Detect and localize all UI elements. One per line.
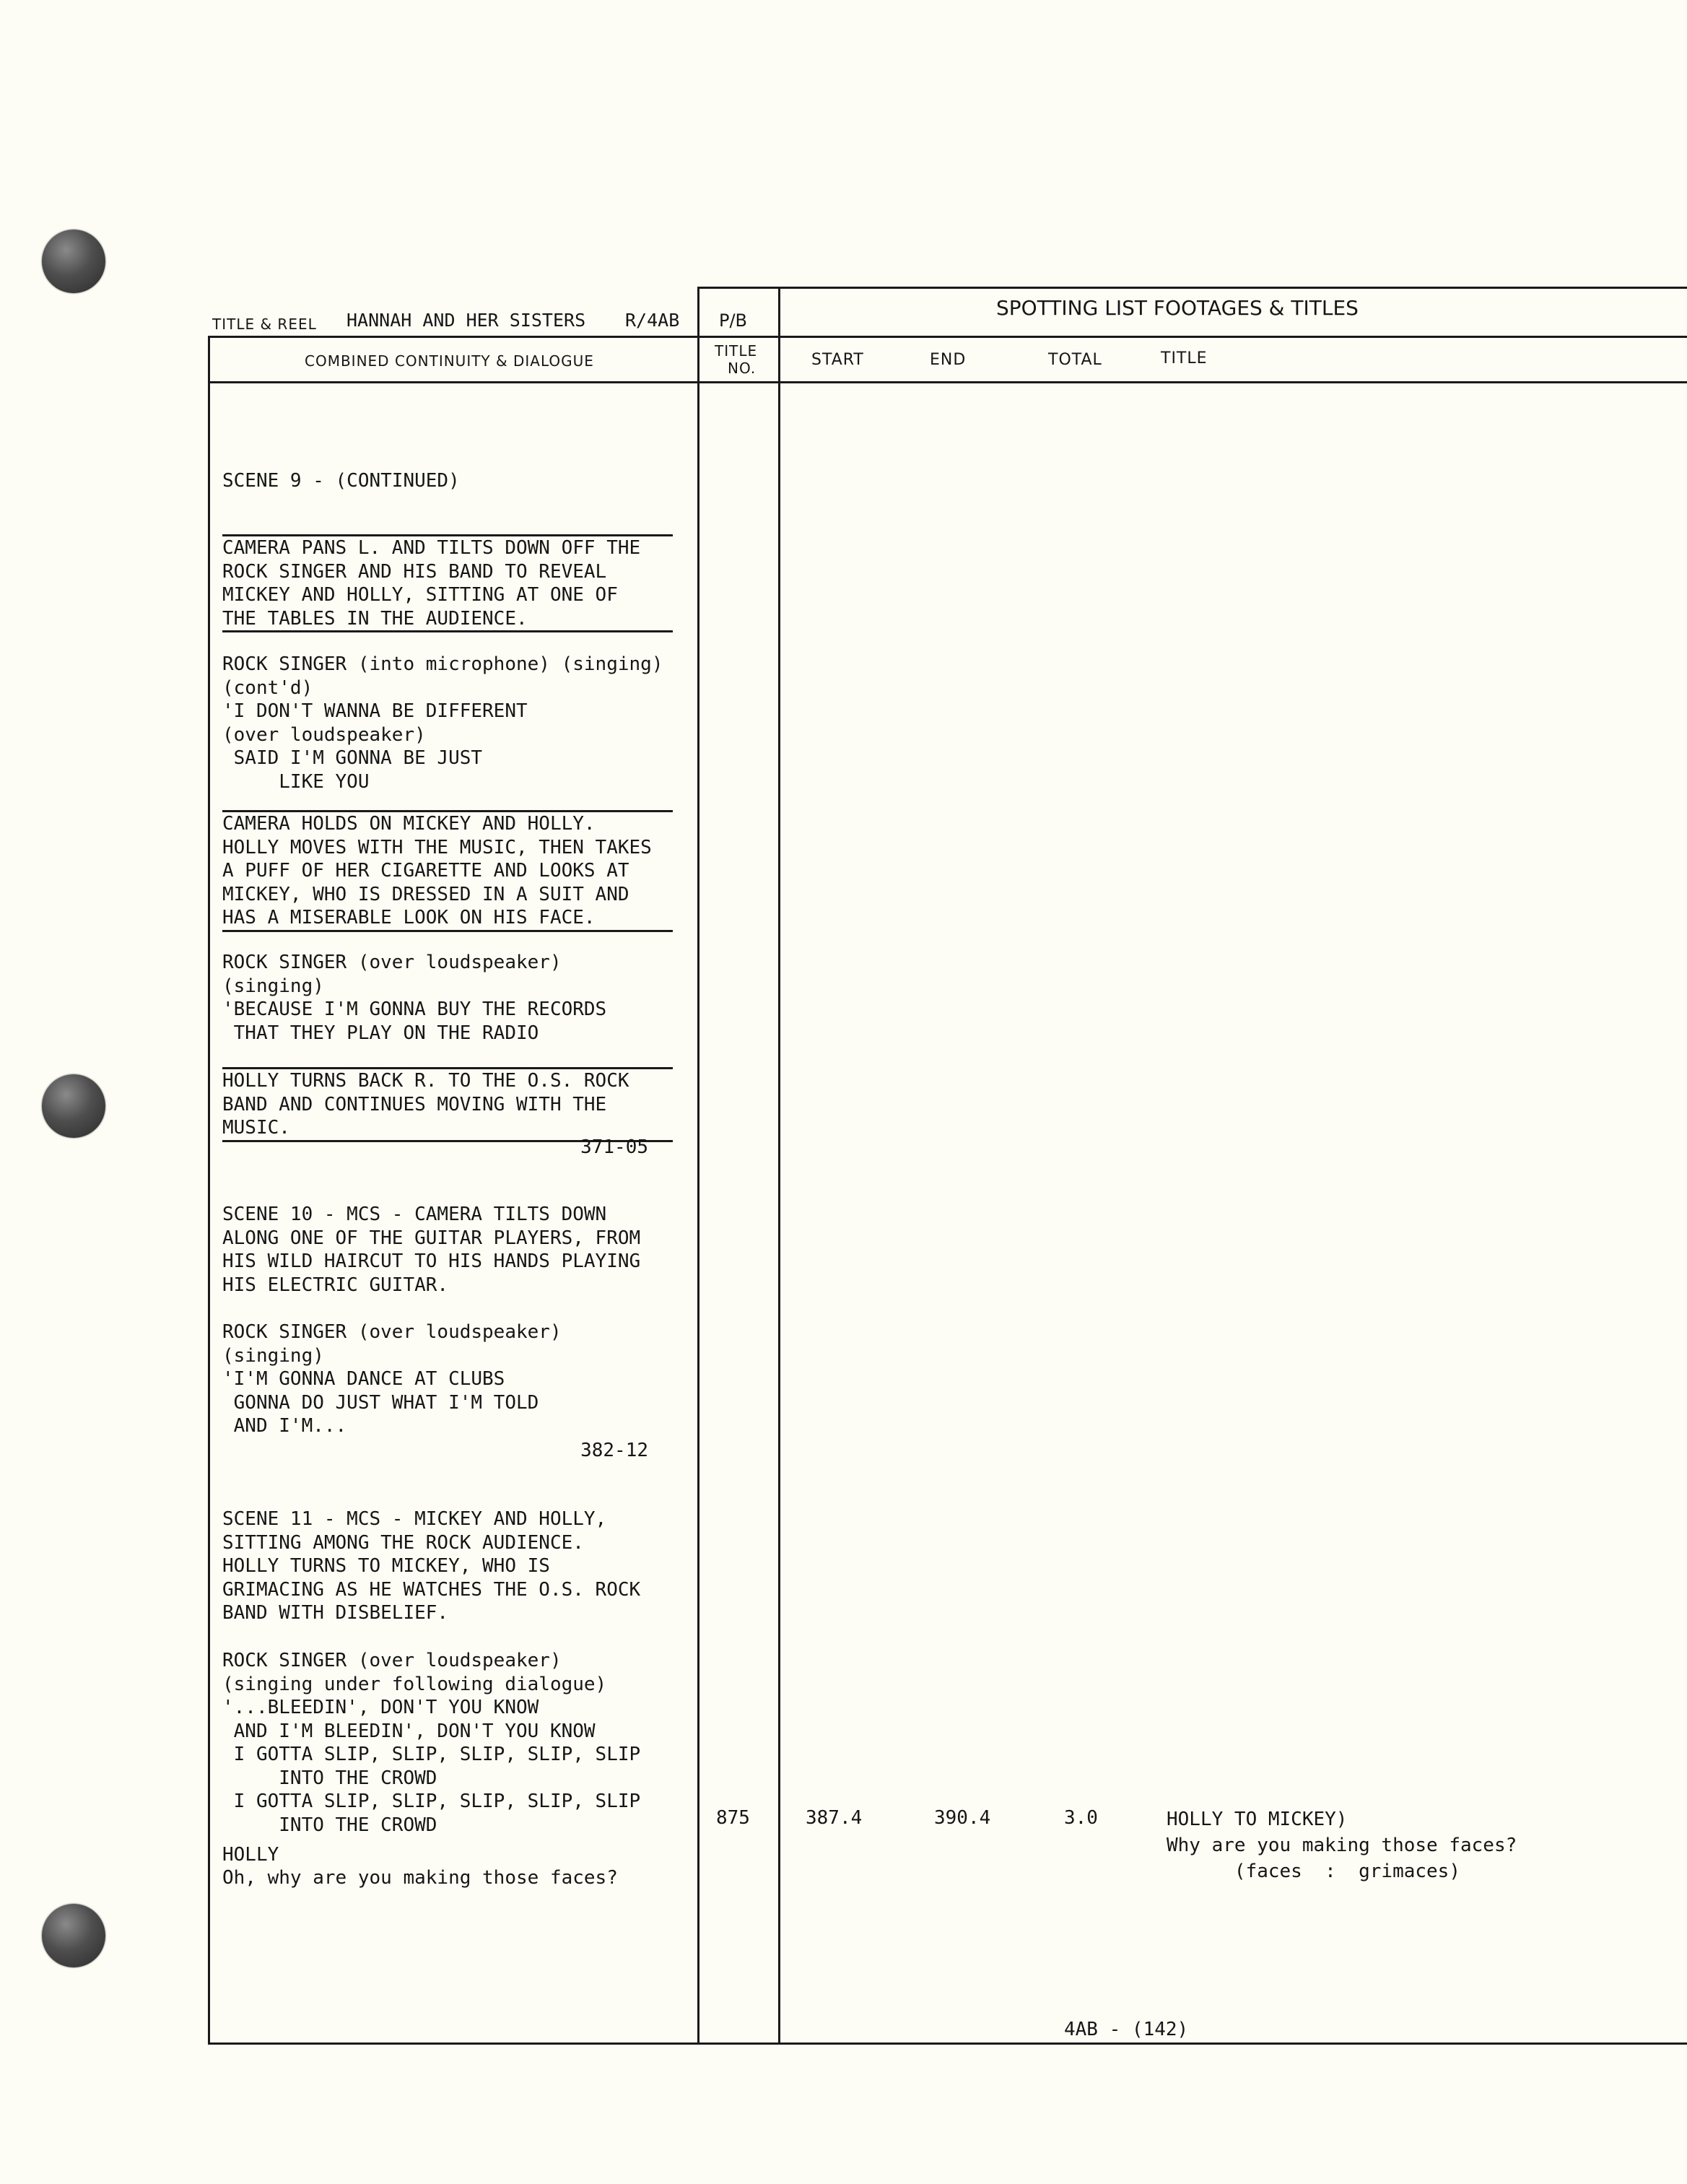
punch-hole-top — [42, 230, 105, 293]
frame-divider-titleno — [778, 287, 780, 2045]
footage-number-2: 382-12 — [580, 1440, 648, 1461]
film-title: HANNAH AND HER SISTERS — [346, 310, 586, 331]
punch-hole-bottom — [42, 1904, 105, 1967]
dialogue-rock-singer-3: ROCK SINGER (over loudspeaker) (singing) 'I'M GONNA DANCE AT CLUBS GONNA DO JUST WHAT I'M TOLD AND I'M... — [222, 1321, 562, 1437]
punch-hole-middle — [42, 1074, 105, 1138]
spotting-list-heading: SPOTTING LIST FOOTAGES & TITLES — [996, 296, 1359, 320]
frame-left — [208, 336, 210, 2045]
col-title-no-line2: NO. — [728, 360, 757, 377]
spotting-subtitle-text: HOLLY TO MICKEY) Why are you making those faces? (faces : grimaces) — [1167, 1809, 1517, 1882]
reel-number: R/4AB — [625, 310, 680, 331]
col-title-no-line1: TITLE — [715, 342, 758, 360]
col-title: TITLE — [1161, 349, 1208, 367]
frame-header-bottom — [208, 381, 1687, 383]
footage-number-1: 371-05 — [580, 1136, 648, 1158]
col-continuity: COMBINED CONTINUITY & DIALOGUE — [305, 352, 594, 370]
dialogue-rock-singer-4: ROCK SINGER (over loudspeaker) (singing under following dialogue) '...BLEEDIN', DON'T YOU KNOW AND I'M BLEEDIN', DON'T YOU KNOW I GOTTA SLIP, SLIP, SLIP, SLIP, SLIP INTO THE CROWD I GOTTA SLIP, SLIP, SLIP, SLIP, SLIP INTO THE CROWD — [222, 1650, 641, 1836]
spotting-total: 3.0 — [1064, 1807, 1098, 1829]
scene-11: SCENE 11 - MCS - MICKEY AND HOLLY, SITTING AMONG THE ROCK AUDIENCE. HOLLY TURNS TO MICKEY, WHO IS GRIMACING AS HE WATCHES THE O.S. ROCK BAND WITH DISBELIEF. — [222, 1508, 641, 1624]
spotting-start: 387.4 — [806, 1807, 863, 1829]
frame-bottom — [209, 2042, 1687, 2045]
holly-dialogue-line: Oh, why are you making those faces? — [222, 1867, 618, 1889]
spotting-end: 390.4 — [934, 1807, 991, 1829]
frame-top-right — [699, 287, 1687, 289]
col-total: TOTAL — [1048, 351, 1102, 369]
col-start: START — [811, 351, 864, 369]
page-reference: 4AB - (142) — [1064, 2019, 1189, 2040]
frame-header-top — [208, 336, 1687, 338]
scene-9-heading: SCENE 9 - (CONTINUED) — [222, 470, 460, 492]
scene-10: SCENE 10 - MCS - CAMERA TILTS DOWN ALONG ONE OF THE GUITAR PLAYERS, FROM HIS WILD HAIRCUT TO HIS HANDS PLAYING HIS ELECTRIC GUITAR. — [222, 1204, 641, 1296]
speaker-holly: HOLLY — [222, 1844, 279, 1866]
col-end: END — [930, 351, 967, 369]
pb-label: P/B — [719, 310, 748, 331]
action-holly-turns: HOLLY TURNS BACK R. TO THE O.S. ROCK BAND AND CONTINUES MOVING WITH THE MUSIC. — [222, 1067, 673, 1142]
dialogue-rock-singer-1: ROCK SINGER (into microphone) (singing) (cont'd) 'I DON'T WANNA BE DIFFERENT (over loudspeaker) SAID I'M GONNA BE JUST LIKE YOU — [222, 653, 663, 793]
title-reel-label: TITLE & REEL — [212, 316, 317, 333]
action-camera-holds: CAMERA HOLDS ON MICKEY AND HOLLY. HOLLY MOVES WITH THE MUSIC, THEN TAKES A PUFF OF HER CIGARETTE AND LOOKS AT MICKEY, WHO IS DRESSED IN A SUIT AND HAS A MISERABLE LOOK ON HIS FACE. — [222, 810, 673, 932]
action-camera-pans: CAMERA PANS L. AND TILTS DOWN OFF THE ROCK SINGER AND HIS BAND TO REVEAL MICKEY AND HOLLY, SITTING AT ONE OF THE TABLES IN THE AUDIENCE. — [222, 534, 673, 632]
spotting-title-no: 875 — [716, 1807, 750, 1829]
frame-divider-continuity — [697, 287, 699, 2045]
dialogue-rock-singer-2: ROCK SINGER (over loudspeaker) (singing) 'BECAUSE I'M GONNA BUY THE RECORDS THAT THEY PLAY ON THE RADIO — [222, 952, 607, 1044]
